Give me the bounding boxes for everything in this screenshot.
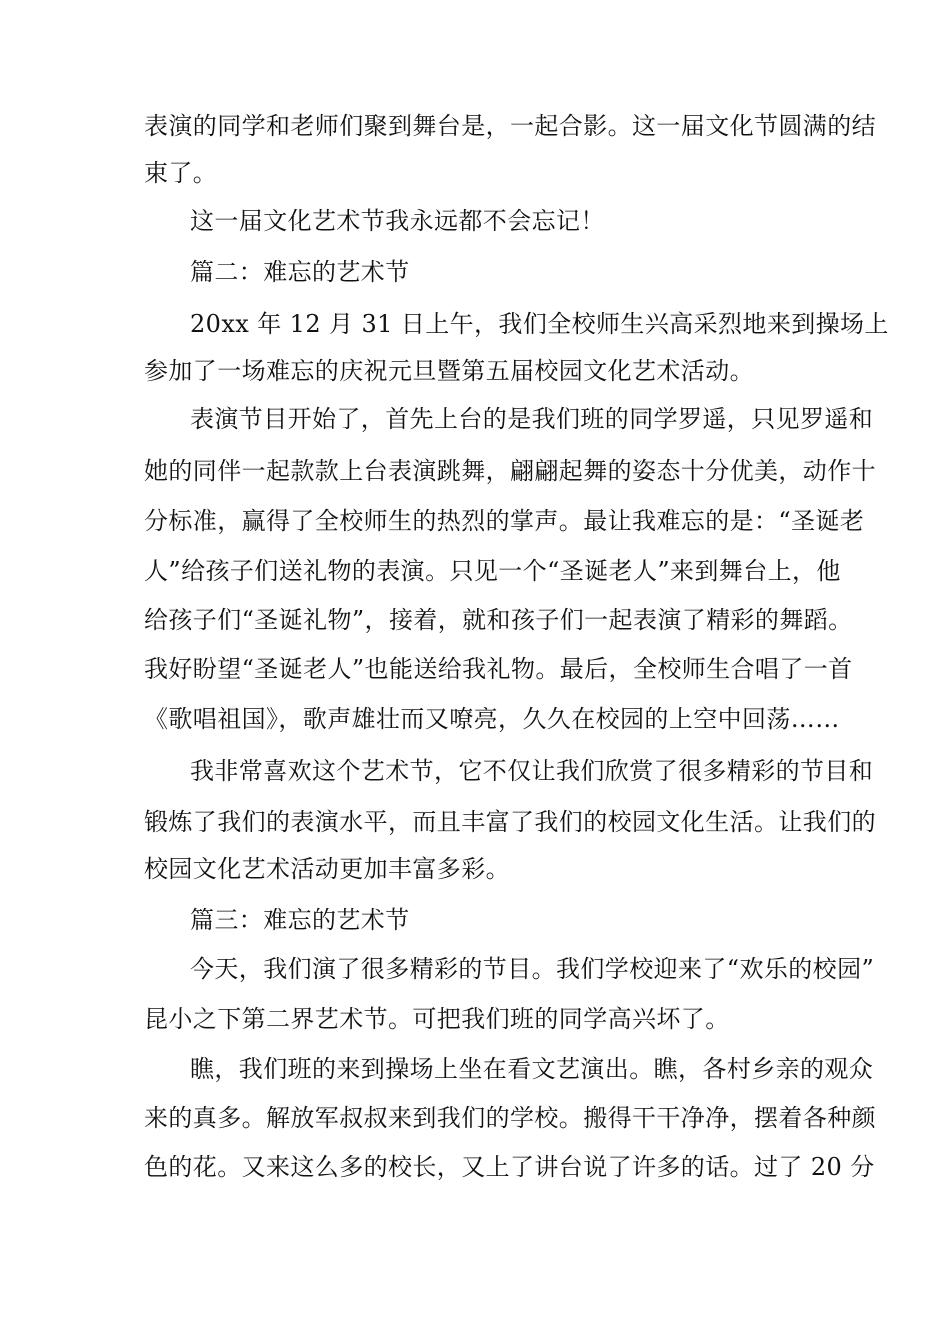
text-line: 校园文化艺术活动更加丰富多彩。 bbox=[144, 855, 510, 883]
text-line: 给孩子们“圣诞礼物”，接着，就和孩子们一起表演了精彩的舞蹈。 bbox=[144, 606, 853, 634]
text-line: 参加了一场难忘的庆祝元旦暨第五届校园文化艺术活动。 bbox=[144, 357, 754, 385]
text-line: 表演的同学和老师们聚到舞台是，一起合影。这一届文化节圆满的结 bbox=[144, 112, 876, 140]
text-line: 来的真多。解放军叔叔来到我们的学校。搬得干干净净，摆着各种颜 bbox=[144, 1104, 876, 1132]
text-line: 昆小之下第二界艺术节。可把我们班的同学高兴坏了。 bbox=[144, 1005, 730, 1033]
text-line: 人”给孩子们送礼物的表演。只见一个“圣诞老人”来到舞台上，他 bbox=[144, 557, 841, 585]
text-line: 今天，我们演了很多精彩的节目。我们学校迎来了“欢乐的校园” bbox=[190, 955, 875, 983]
text-line: 这一届文化艺术节我永远都不会忘记！ bbox=[190, 207, 605, 235]
text-line: 她的同伴一起款款上台表演跳舞，翩翩起舞的姿态十分优美，动作十 bbox=[144, 457, 876, 485]
text-line: 我好盼望“圣诞老人”也能送给我礼物。最后，全校师生合唱了一首 bbox=[144, 655, 853, 683]
text-line: 束了。 bbox=[144, 159, 218, 187]
text-line: 锻炼了我们的表演水平，而且丰富了我们的校园文化生活。让我们的 bbox=[144, 808, 876, 836]
text-line: 《歌唱祖国》，歌声雄壮而又嘹亮，久久在校园的上空中回荡…… bbox=[144, 705, 840, 733]
text-line: 分标准，赢得了全校师生的热烈的掌声。最让我难忘的是：“圣诞老 bbox=[144, 507, 865, 535]
text-line: 瞧，我们班的来到操场上坐在看文艺演出。瞧，各村乡亲的观众 bbox=[190, 1055, 874, 1083]
text-line: 表演节目开始了，首先上台的是我们班的同学罗遥，只见罗遥和 bbox=[190, 405, 874, 433]
section-heading: 篇三：难忘的艺术节 bbox=[190, 906, 410, 934]
text-line: 20xx 年 12 月 31 日上午，我们全校师生兴高采烈地来到操场上 bbox=[190, 310, 889, 338]
section-heading: 篇二：难忘的艺术节 bbox=[190, 258, 410, 286]
text-line: 色的花。又来这么多的校长，又上了讲台说了许多的话。过了 20 分 bbox=[144, 1153, 875, 1181]
text-line: 我非常喜欢这个艺术节，它不仅让我们欣赏了很多精彩的节目和 bbox=[190, 757, 874, 785]
